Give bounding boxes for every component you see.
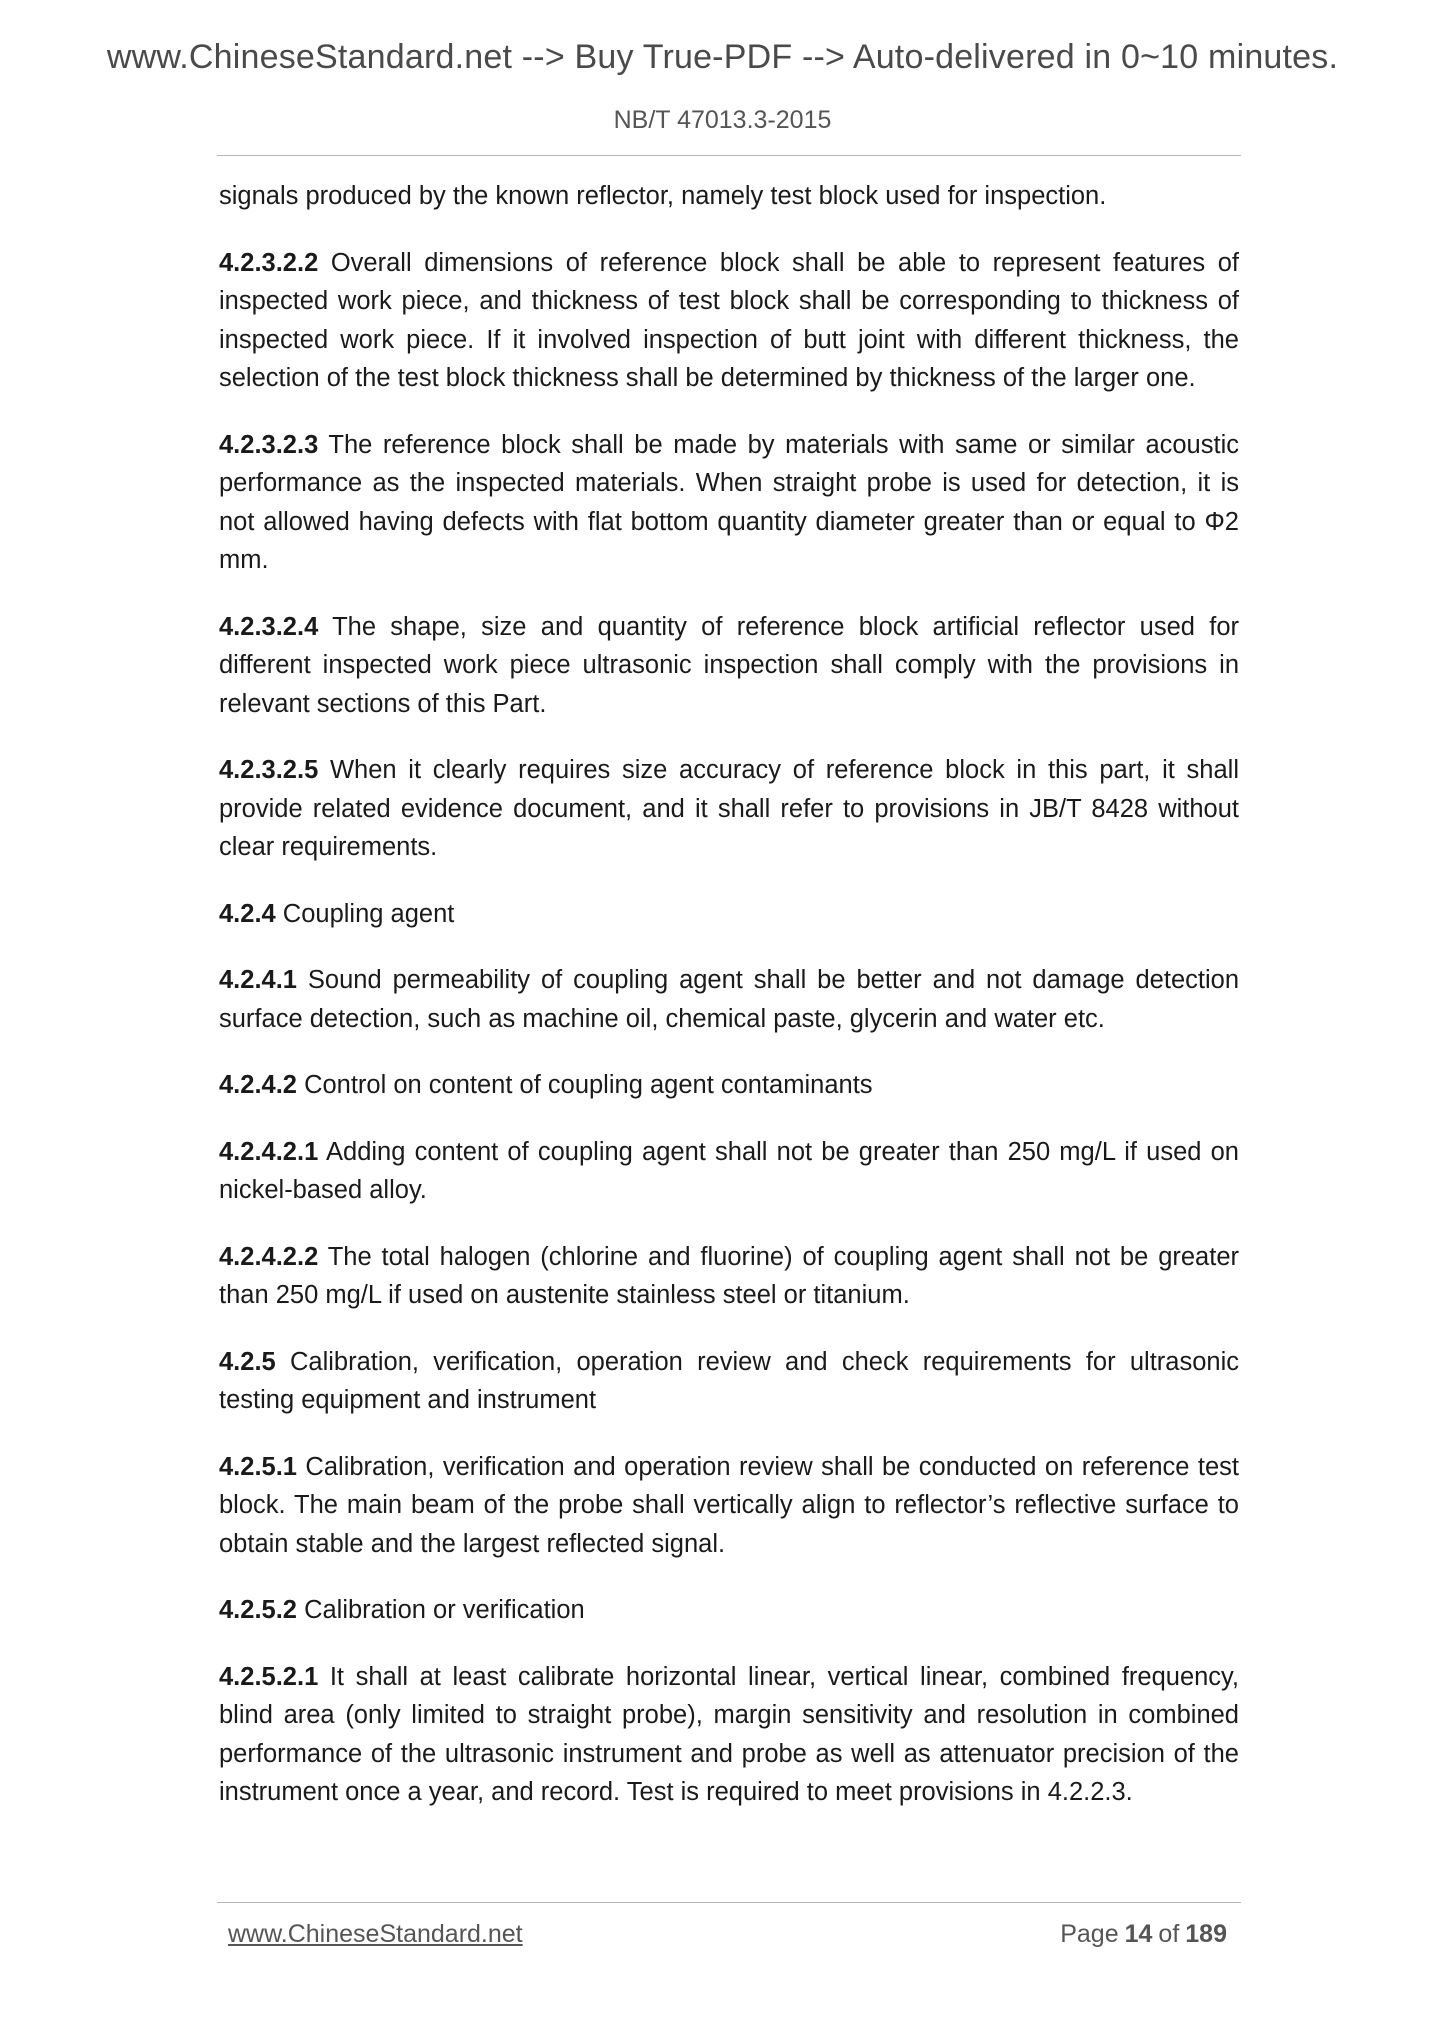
paragraph-continuation: signals produced by the known reflector, namely test block used for inspection. <box>219 182 1107 210</box>
clause-text: Calibration, verification, operation review and check requirements for ultrasonic testing equipment and instrument <box>219 1347 1239 1414</box>
page-total: 189 <box>1185 1920 1227 1948</box>
page-number: 14 <box>1124 1920 1153 1948</box>
clause-number: 4.2.4.1 <box>219 966 297 994</box>
clause-number: 4.2.4.2.2 <box>219 1242 319 1271</box>
clause-number: 4.2.5 <box>219 1347 276 1376</box>
clause-text: Overall dimensions of reference block shall be able to represent features of inspected work piece, and thickness of test block shall be corresponding to thickness of inspected work piece. If it involved inspection of butt joint with different thickness, the selection of the test block thickness shall be determined by thickness of the larger one. <box>219 248 1239 392</box>
clause-number: 4.2.3.2.2 <box>219 248 319 277</box>
clause-4-2-3-2-3 <box>219 426 1239 580</box>
clause-number: 4.2.5.1 <box>219 1452 297 1481</box>
clause-number: 4.2.5.2.1 <box>219 1662 319 1691</box>
page-label: Page <box>1060 1920 1119 1948</box>
document-body <box>219 177 1239 1840</box>
clause-text: Calibration or verification <box>296 1596 585 1624</box>
clause-4-2-3-2-4 <box>219 608 1239 724</box>
clause-4-2-5-2 <box>219 1591 1239 1630</box>
clause-text: It shall at least calibrate horizontal linear, vertical linear, combined frequency, blind area (only limited to straight probe), margin sensitivity and resolution in combined performance of the ultrasonic instrument and probe as well as attenuator precision of the instrument once a year, and record. Test is required to meet provisions in 4.2.2.3. <box>219 1662 1239 1806</box>
clause-4-2-4-1 <box>219 961 1239 1038</box>
header-divider <box>217 155 1241 156</box>
header-banner-link[interactable]: www.ChineseStandard.net --> Buy True-PDF --> Auto-delivered in 0~10 minutes. <box>106 38 1339 76</box>
clause-text: When it clearly requires size accuracy of reference block in this part, it shall provide related evidence document, and it shall refer to provisions in JB/T 8428 without clear requirements. <box>219 756 1239 861</box>
clause-number: 4.2.5.2 <box>219 1596 297 1624</box>
clause-text: Sound permeability of coupling agent shall be better and not damage detection surface detection, such as machine oil, chemical paste, glycerin and water etc. <box>219 966 1239 1033</box>
clause-4-2-4 <box>219 895 1239 934</box>
footer-website-link[interactable]: www.ChineseStandard.net <box>228 1920 523 1948</box>
clause-text: Calibration, verification and operation review shall be conducted on reference test block. The main beam of the probe shall vertically align to reflector’s reflective surface to obtain stable and the largest reflected signal. <box>219 1452 1239 1558</box>
clause-text: The shape, size and quantity of reference block artificial reflector used for different inspected work piece ultrasonic inspection shall comply with the provisions in relevant sections of this Part. <box>219 612 1239 718</box>
clause-4-2-4-2 <box>219 1066 1239 1105</box>
clause-4-2-5-1 <box>219 1448 1239 1564</box>
clause-number: 4.2.4 <box>219 899 276 928</box>
clause-text: Coupling agent <box>275 899 455 928</box>
clause-number: 4.2.4.2.1 <box>219 1137 319 1166</box>
standard-code: NB/T 47013.3-2015 <box>613 106 832 134</box>
clause-number: 4.2.3.2.3 <box>219 430 319 459</box>
clause-number: 4.2.3.2.4 <box>219 612 319 641</box>
clause-text: Adding content of coupling agent shall not be greater than 250 mg/L if used on nickel-based alloy. <box>219 1137 1239 1204</box>
clause-text: The total halogen (chlorine and fluorine) of coupling agent shall not be greater than 250 mg/L if used on austenite stainless steel or titanium. <box>219 1242 1239 1309</box>
clause-text: Control on content of coupling agent contaminants <box>296 1071 873 1099</box>
clause-4-2-5-2-1 <box>219 1658 1239 1812</box>
clause-4-2-5 <box>219 1343 1239 1420</box>
clause-4-2-4-2-2 <box>219 1238 1239 1315</box>
of-label: of <box>1158 1920 1180 1948</box>
clause-4-2-4-2-1 <box>219 1133 1239 1210</box>
clause-number: 4.2.3.2.5 <box>219 756 319 784</box>
clause-4-2-3-2-2 <box>219 244 1239 398</box>
clause-number: 4.2.4.2 <box>219 1071 297 1099</box>
clause-text: The reference block shall be made by materials with same or similar acoustic performance as the inspected materials. When straight probe is used for detection, it is not allowed having defects with flat bottom quantity diameter greater than or equal to Φ2 mm. <box>219 430 1239 574</box>
footer-divider <box>217 1902 1241 1903</box>
page-indicator <box>1060 1920 1227 1949</box>
clause-4-2-3-2-5 <box>219 751 1239 867</box>
